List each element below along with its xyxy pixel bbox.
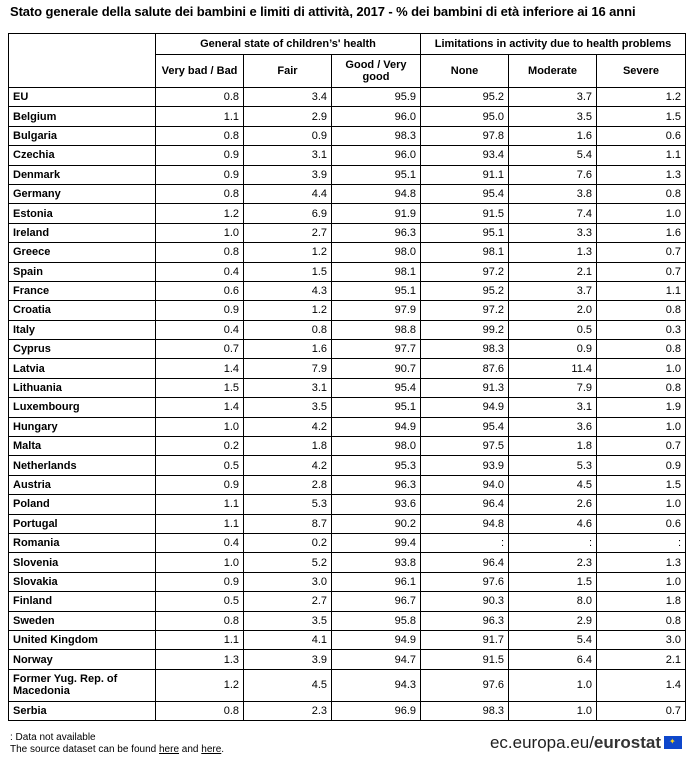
value-cell: 95.0 xyxy=(421,107,509,126)
value-cell: 0.8 xyxy=(597,184,686,203)
table-row xyxy=(9,320,686,339)
value-cell: 99.2 xyxy=(421,320,509,339)
country-cell: Germany xyxy=(9,184,156,203)
value-cell: 0.2 xyxy=(244,533,332,552)
value-cell: 5.4 xyxy=(509,146,597,165)
country-cell: Czechia xyxy=(9,146,156,165)
table-row xyxy=(9,475,686,494)
value-cell: 1.3 xyxy=(509,243,597,262)
country-cell: Poland xyxy=(9,495,156,514)
table-row xyxy=(9,514,686,533)
value-cell: 4.5 xyxy=(509,475,597,494)
value-cell: 1.0 xyxy=(597,204,686,223)
country-cell: France xyxy=(9,281,156,300)
value-cell: 91.3 xyxy=(421,378,509,397)
source-link-2[interactable]: here xyxy=(201,744,222,755)
value-cell: 91.1 xyxy=(421,165,509,184)
brand-name: eurostat xyxy=(593,733,661,752)
value-cell: 0.6 xyxy=(156,281,244,300)
value-cell: 1.5 xyxy=(156,378,244,397)
country-cell: Ireland xyxy=(9,223,156,242)
value-cell: 0.8 xyxy=(156,701,244,720)
country-cell: Estonia xyxy=(9,204,156,223)
value-cell: 1.0 xyxy=(597,572,686,591)
country-cell: Malta xyxy=(9,437,156,456)
value-cell: 0.9 xyxy=(156,475,244,494)
value-cell: 0.7 xyxy=(597,243,686,262)
value-cell: 0.4 xyxy=(156,533,244,552)
value-cell: 1.5 xyxy=(244,262,332,281)
value-cell: 3.5 xyxy=(509,107,597,126)
table-row xyxy=(9,495,686,514)
value-cell: 5.4 xyxy=(509,630,597,649)
value-cell: 1.2 xyxy=(156,669,244,701)
value-cell: 1.6 xyxy=(509,126,597,145)
value-cell: 0.9 xyxy=(156,146,244,165)
corner-cell xyxy=(9,34,156,88)
value-cell: 2.0 xyxy=(509,301,597,320)
value-cell: 0.9 xyxy=(156,572,244,591)
value-cell: 1.2 xyxy=(597,88,686,107)
value-cell: 1.0 xyxy=(509,701,597,720)
value-cell: 0.7 xyxy=(156,340,244,359)
table-row xyxy=(9,126,686,145)
value-cell: 95.4 xyxy=(421,417,509,436)
value-cell: 3.1 xyxy=(509,398,597,417)
value-cell: 1.1 xyxy=(156,107,244,126)
table-row xyxy=(9,456,686,475)
value-cell: 93.8 xyxy=(332,553,421,572)
col-header-moderate: Moderate xyxy=(509,55,597,88)
value-cell: 1.5 xyxy=(597,475,686,494)
group-header-health: General state of children’s' health xyxy=(156,34,421,55)
value-cell: 91.9 xyxy=(332,204,421,223)
value-cell: 97.6 xyxy=(421,572,509,591)
value-cell: 4.5 xyxy=(244,669,332,701)
value-cell: 0.6 xyxy=(597,126,686,145)
value-cell: 91.7 xyxy=(421,630,509,649)
value-cell: 5.3 xyxy=(509,456,597,475)
value-cell: 93.9 xyxy=(421,456,509,475)
country-cell: Hungary xyxy=(9,417,156,436)
value-cell: 1.8 xyxy=(597,592,686,611)
table-row xyxy=(9,184,686,203)
value-cell: 2.1 xyxy=(597,650,686,669)
value-cell: 1.8 xyxy=(509,437,597,456)
value-cell: 1.4 xyxy=(156,359,244,378)
value-cell: 3.1 xyxy=(244,378,332,397)
table-row xyxy=(9,223,686,242)
value-cell: 1.2 xyxy=(244,243,332,262)
value-cell: 6.4 xyxy=(509,650,597,669)
value-cell: 1.0 xyxy=(156,553,244,572)
value-cell: 95.4 xyxy=(421,184,509,203)
table-row xyxy=(9,417,686,436)
value-cell: 0.8 xyxy=(597,378,686,397)
col-header-none: None xyxy=(421,55,509,88)
value-cell: 7.9 xyxy=(509,378,597,397)
value-cell: 1.3 xyxy=(597,553,686,572)
country-cell: Slovakia xyxy=(9,572,156,591)
value-cell: 0.5 xyxy=(509,320,597,339)
eu-flag-icon xyxy=(664,736,682,749)
value-cell: 96.9 xyxy=(332,701,421,720)
value-cell: 96.0 xyxy=(332,107,421,126)
value-cell: 95.1 xyxy=(421,223,509,242)
value-cell: 90.3 xyxy=(421,592,509,611)
country-cell: Serbia xyxy=(9,701,156,720)
value-cell: 1.3 xyxy=(156,650,244,669)
value-cell: 97.2 xyxy=(421,262,509,281)
value-cell: : xyxy=(509,533,597,552)
table-row xyxy=(9,262,686,281)
value-cell: 2.3 xyxy=(509,553,597,572)
value-cell: : xyxy=(597,533,686,552)
table-row xyxy=(9,533,686,552)
value-cell: 96.0 xyxy=(332,146,421,165)
health-table xyxy=(8,33,686,721)
value-cell: 1.5 xyxy=(509,572,597,591)
value-cell: 95.1 xyxy=(332,281,421,300)
table-row xyxy=(9,611,686,630)
value-cell: 1.1 xyxy=(156,630,244,649)
value-cell: 0.7 xyxy=(597,437,686,456)
value-cell: 4.4 xyxy=(244,184,332,203)
brand-domain: ec.europa.eu/ xyxy=(489,733,594,752)
country-cell: Netherlands xyxy=(9,456,156,475)
table-row xyxy=(9,701,686,720)
country-cell: Italy xyxy=(9,320,156,339)
value-cell: 5.3 xyxy=(244,495,332,514)
value-cell: 2.1 xyxy=(509,262,597,281)
and-text: and xyxy=(179,744,202,755)
value-cell: 97.2 xyxy=(421,301,509,320)
value-cell: 95.1 xyxy=(332,398,421,417)
col-header-severe: Severe xyxy=(597,55,686,88)
value-cell: 3.0 xyxy=(597,630,686,649)
value-cell: 5.2 xyxy=(244,553,332,572)
value-cell: 4.3 xyxy=(244,281,332,300)
country-cell: Sweden xyxy=(9,611,156,630)
table-row xyxy=(9,378,686,397)
table-row xyxy=(9,204,686,223)
value-cell: 3.1 xyxy=(244,146,332,165)
value-cell: 0.2 xyxy=(156,437,244,456)
country-cell: Spain xyxy=(9,262,156,281)
country-cell: EU xyxy=(9,88,156,107)
country-cell: Finland xyxy=(9,592,156,611)
value-cell: 1.1 xyxy=(156,495,244,514)
value-cell: 91.5 xyxy=(421,204,509,223)
value-cell: 1.1 xyxy=(156,514,244,533)
value-cell: 95.2 xyxy=(421,88,509,107)
value-cell: 1.4 xyxy=(156,398,244,417)
value-cell: 90.2 xyxy=(332,514,421,533)
value-cell: 3.4 xyxy=(244,88,332,107)
value-cell: 0.8 xyxy=(156,126,244,145)
value-cell: 1.0 xyxy=(597,359,686,378)
value-cell: 8.7 xyxy=(244,514,332,533)
value-cell: 1.6 xyxy=(597,223,686,242)
value-cell: 2.9 xyxy=(509,611,597,630)
value-cell: 0.6 xyxy=(597,514,686,533)
country-cell: Lithuania xyxy=(9,378,156,397)
country-cell: Greece xyxy=(9,243,156,262)
value-cell: 94.9 xyxy=(421,398,509,417)
value-cell: 96.3 xyxy=(332,223,421,242)
value-cell: 96.3 xyxy=(332,475,421,494)
value-cell: 2.7 xyxy=(244,592,332,611)
value-cell: 1.5 xyxy=(597,107,686,126)
value-cell: 0.8 xyxy=(156,611,244,630)
value-cell: 97.9 xyxy=(332,301,421,320)
value-cell: 3.5 xyxy=(244,611,332,630)
value-cell: 95.2 xyxy=(421,281,509,300)
value-cell: 3.8 xyxy=(509,184,597,203)
value-cell: 3.9 xyxy=(244,165,332,184)
value-cell: 7.9 xyxy=(244,359,332,378)
value-cell: 0.5 xyxy=(156,456,244,475)
value-cell: 0.9 xyxy=(509,340,597,359)
value-cell: 98.0 xyxy=(332,243,421,262)
value-cell: 2.3 xyxy=(244,701,332,720)
value-cell: 0.8 xyxy=(597,611,686,630)
value-cell: 95.9 xyxy=(332,88,421,107)
country-cell: Luxembourg xyxy=(9,398,156,417)
value-cell: 95.3 xyxy=(332,456,421,475)
period-text: . xyxy=(221,744,225,755)
source-text: The source dataset can be found xyxy=(10,744,159,755)
value-cell: 0.3 xyxy=(597,320,686,339)
country-cell: United Kingdom xyxy=(9,630,156,649)
eurostat-logo xyxy=(490,733,682,753)
table-title: Stato generale della salute dei bambini e limiti di attività, 2017 - % dei bambini di età inferiore ai 16 anni xyxy=(10,4,636,19)
value-cell: 3.6 xyxy=(509,417,597,436)
value-cell: 2.6 xyxy=(509,495,597,514)
value-cell: 0.9 xyxy=(156,165,244,184)
source-link-1[interactable]: here xyxy=(159,744,180,755)
value-cell: 3.5 xyxy=(244,398,332,417)
group-header-limitations: Limitations in activity due to health problems xyxy=(421,34,686,55)
table-row xyxy=(9,437,686,456)
value-cell: 94.9 xyxy=(332,630,421,649)
value-cell: 96.4 xyxy=(421,495,509,514)
value-cell: 3.7 xyxy=(509,281,597,300)
col-header-very-bad: Very bad / Bad xyxy=(156,55,244,88)
table-row xyxy=(9,359,686,378)
value-cell: 0.7 xyxy=(597,262,686,281)
value-cell: 90.7 xyxy=(332,359,421,378)
value-cell: 94.9 xyxy=(332,417,421,436)
value-cell: 0.9 xyxy=(156,301,244,320)
table-row xyxy=(9,572,686,591)
value-cell: 94.0 xyxy=(421,475,509,494)
value-cell: 3.3 xyxy=(509,223,597,242)
value-cell: 1.0 xyxy=(156,223,244,242)
value-cell: 0.4 xyxy=(156,262,244,281)
value-cell: 0.7 xyxy=(597,701,686,720)
value-cell: 2.7 xyxy=(244,223,332,242)
country-cell: Bulgaria xyxy=(9,126,156,145)
col-header-fair: Fair xyxy=(244,55,332,88)
value-cell: 96.7 xyxy=(332,592,421,611)
value-cell: 1.1 xyxy=(597,281,686,300)
value-cell: 1.2 xyxy=(156,204,244,223)
value-cell: 0.5 xyxy=(156,592,244,611)
value-cell: 98.3 xyxy=(421,701,509,720)
value-cell: 95.1 xyxy=(332,165,421,184)
country-cell: Belgium xyxy=(9,107,156,126)
value-cell: 1.0 xyxy=(509,669,597,701)
table-row xyxy=(9,243,686,262)
value-cell: 11.4 xyxy=(509,359,597,378)
value-cell: 3.9 xyxy=(244,650,332,669)
value-cell: 1.2 xyxy=(244,301,332,320)
value-cell: 4.1 xyxy=(244,630,332,649)
value-cell: 97.7 xyxy=(332,340,421,359)
value-cell: 98.1 xyxy=(332,262,421,281)
table-row xyxy=(9,650,686,669)
value-cell: 97.8 xyxy=(421,126,509,145)
country-cell: Norway xyxy=(9,650,156,669)
value-cell: 98.8 xyxy=(332,320,421,339)
value-cell: 0.8 xyxy=(244,320,332,339)
value-cell: 1.3 xyxy=(597,165,686,184)
value-cell: 94.8 xyxy=(421,514,509,533)
table-row xyxy=(9,592,686,611)
table-row xyxy=(9,88,686,107)
value-cell: 0.9 xyxy=(597,456,686,475)
value-cell: 97.6 xyxy=(421,669,509,701)
value-cell: 1.0 xyxy=(156,417,244,436)
value-cell: 91.5 xyxy=(421,650,509,669)
value-cell: 97.5 xyxy=(421,437,509,456)
value-cell: 8.0 xyxy=(509,592,597,611)
table-row xyxy=(9,669,686,701)
country-cell: Former Yug. Rep. of Macedonia xyxy=(9,669,156,701)
table-row xyxy=(9,630,686,649)
value-cell: 0.8 xyxy=(156,184,244,203)
table-row xyxy=(9,398,686,417)
value-cell: 95.4 xyxy=(332,378,421,397)
country-cell: Cyprus xyxy=(9,340,156,359)
table-row xyxy=(9,107,686,126)
country-cell: Romania xyxy=(9,533,156,552)
value-cell: 0.8 xyxy=(156,243,244,262)
value-cell: 2.8 xyxy=(244,475,332,494)
value-cell: 94.3 xyxy=(332,669,421,701)
footnote-na: : Data not available xyxy=(10,732,96,743)
country-cell: Austria xyxy=(9,475,156,494)
value-cell: 1.9 xyxy=(597,398,686,417)
table-row xyxy=(9,340,686,359)
country-cell: Portugal xyxy=(9,514,156,533)
table-row xyxy=(9,553,686,572)
value-cell: 99.4 xyxy=(332,533,421,552)
value-cell: 96.1 xyxy=(332,572,421,591)
value-cell: 2.9 xyxy=(244,107,332,126)
col-header-good: Good / Very good xyxy=(332,55,421,88)
value-cell: 3.7 xyxy=(509,88,597,107)
value-cell: 7.4 xyxy=(509,204,597,223)
value-cell: 1.6 xyxy=(244,340,332,359)
value-cell: 0.8 xyxy=(597,301,686,320)
table-row xyxy=(9,281,686,300)
value-cell: 93.6 xyxy=(332,495,421,514)
value-cell: 94.7 xyxy=(332,650,421,669)
value-cell: 0.9 xyxy=(244,126,332,145)
value-cell: 94.8 xyxy=(332,184,421,203)
footnote-source xyxy=(10,744,224,755)
value-cell: 98.3 xyxy=(332,126,421,145)
value-cell: 93.4 xyxy=(421,146,509,165)
value-cell: : xyxy=(421,533,509,552)
value-cell: 98.0 xyxy=(332,437,421,456)
value-cell: 1.0 xyxy=(597,417,686,436)
country-cell: Latvia xyxy=(9,359,156,378)
value-cell: 98.3 xyxy=(421,340,509,359)
value-cell: 0.8 xyxy=(597,340,686,359)
value-cell: 1.0 xyxy=(597,495,686,514)
value-cell: 96.4 xyxy=(421,553,509,572)
table-row xyxy=(9,146,686,165)
value-cell: 6.9 xyxy=(244,204,332,223)
table-body xyxy=(9,88,686,721)
country-cell: Slovenia xyxy=(9,553,156,572)
value-cell: 1.8 xyxy=(244,437,332,456)
value-cell: 7.6 xyxy=(509,165,597,184)
value-cell: 4.2 xyxy=(244,456,332,475)
value-cell: 0.8 xyxy=(156,88,244,107)
value-cell: 4.2 xyxy=(244,417,332,436)
table-row xyxy=(9,165,686,184)
value-cell: 1.4 xyxy=(597,669,686,701)
country-cell: Croatia xyxy=(9,301,156,320)
value-cell: 87.6 xyxy=(421,359,509,378)
value-cell: 1.1 xyxy=(597,146,686,165)
value-cell: 0.4 xyxy=(156,320,244,339)
value-cell: 3.0 xyxy=(244,572,332,591)
country-cell: Denmark xyxy=(9,165,156,184)
table-row xyxy=(9,301,686,320)
value-cell: 98.1 xyxy=(421,243,509,262)
value-cell: 4.6 xyxy=(509,514,597,533)
value-cell: 95.8 xyxy=(332,611,421,630)
value-cell: 96.3 xyxy=(421,611,509,630)
